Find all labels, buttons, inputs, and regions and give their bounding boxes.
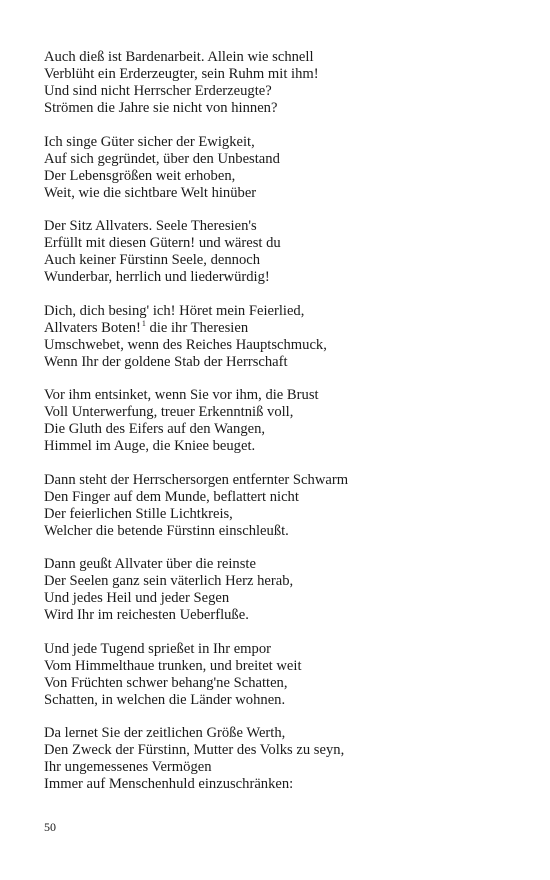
poem-line-text: Voll Unterwerfung, treuer Erkenntniß voll, [44,404,294,420]
poem-line-text: Der Lebensgrößen weit erhoben, [44,167,236,184]
poem-line [44,337,514,354]
poem-line-text: Strömen die Jahre sie nicht von hinnen? [44,100,278,116]
poem-line [44,49,514,66]
poem-line-text: Von Früchten schwer behang'ne Schatten, [44,674,288,691]
poem-line-text: Vor ihm entsinket, wenn Sie vor ihm, die Brust [44,387,319,403]
stanza [44,472,514,540]
poem-line [44,168,514,185]
poem-line [44,404,514,421]
poem-line [44,523,514,540]
poem-line [44,506,514,523]
poem-line-text: Himmel im Auge, die Kniee beuget. [44,438,256,454]
poem-line [44,83,514,100]
poem-line-text: Immer auf Menschenhuld einzuschränken: [44,776,294,792]
poem-line [44,185,514,202]
poem-line-text: Der feierlichen Stille Lichtkreis, [44,505,233,522]
poem-line-text: Der Sitz Allvaters. Seele Theresien's [44,218,257,234]
poem-line [44,421,514,438]
poem-line [44,134,514,151]
poem-line [44,387,514,404]
poem-line-text: Und jede Tugend sprießet in Ihr empor [44,640,271,657]
poem-line-text: Ich singe Güter sicher der Ewigkeit, [44,133,255,150]
poem-line [44,66,514,83]
poem-line [44,269,514,286]
poem-line [44,759,514,776]
poem-body [44,49,514,810]
poem-line-text: Der Seelen ganz sein väterlich Herz herab, [44,573,294,589]
poem-line [44,776,514,793]
poem-line-text: Welcher die betende Fürstinn einschleußt. [44,522,289,539]
poem-line [44,151,514,168]
poem-line-text: Dann steht der Herrschersorgen entfernter Schwarm [44,471,349,488]
poem-line-text: Allvaters Boten! [44,319,141,336]
poem-line [44,303,514,320]
stanza [44,303,514,371]
stanza [44,641,514,709]
poem-line-text: Vom Himmelthaue trunken, und breitet weit [44,657,302,674]
poem-line-text: Den Finger auf dem Munde, beflattert nicht [44,488,299,505]
stanza [44,49,514,117]
poem-line-text: Dich, dich besing' ich! Höret mein Feierlied, [44,302,305,319]
poem-line-text: Schatten, in welchen die Länder wohnen. [44,691,286,708]
poem-line-text: Verblüht ein Erderzeugter, sein Ruhm mit ihm! [44,66,319,82]
poem-line-text: Auf sich gegründet, über den Unbestand [44,150,280,167]
stanza [44,387,514,455]
stanza [44,134,514,202]
poem-line-text: Wenn Ihr der goldene Stab der Herrschaft [44,353,288,370]
poem-line-text-continued: die ihr Theresien [145,319,249,336]
poem-line-text: Die Gluth des Eifers auf den Wangen, [44,421,266,437]
poem-line-text: Wird Ihr im reichesten Ueberfluße. [44,607,249,623]
poem-line [44,218,514,235]
page-number: 50 [44,820,56,834]
poem-line [44,472,514,489]
poem-line [44,607,514,624]
poem-line [44,590,514,607]
poem-line [44,252,514,269]
poem-line [44,489,514,506]
poem-line [44,100,514,117]
poem-line-text: Da lernet Sie der zeitlichen Größe Werth, [44,725,286,741]
poem-line [44,675,514,692]
poem-line-text: Weit, wie die sichtbare Welt hinüber [44,184,257,201]
poem-line [44,725,514,742]
stanza [44,725,514,793]
poem-line-text: Ihr ungemessenes Vermögen [44,759,212,775]
poem-line [44,320,514,337]
footnote-marker: 1 [141,318,146,328]
poem-line [44,354,514,371]
poem-line-text: Wunderbar, herrlich und liederwürdig! [44,269,270,285]
stanza [44,556,514,624]
poem-line-text: Umschwebet, wenn des Reiches Hauptschmuck, [44,336,327,353]
poem-line [44,573,514,590]
poem-line-text: Den Zweck der Fürstinn, Mutter des Volks zu seyn, [44,742,345,758]
poem-line [44,235,514,252]
poem-line-text: Und sind nicht Herrscher Erderzeugte? [44,83,272,99]
poem-line [44,438,514,455]
poem-line [44,692,514,709]
stanza [44,218,514,286]
poem-line-text: Dann geußt Allvater über die reinste [44,556,256,572]
poem-line [44,641,514,658]
poem-line-text: Auch dieß ist Bardenarbeit. Allein wie schnell [44,49,314,65]
poem-line-text: Erfüllt mit diesen Gütern! und wärest du [44,235,281,251]
poem-line-text: Und jedes Heil und jeder Segen [44,590,230,606]
poem-line [44,658,514,675]
poem-line-text: Auch keiner Fürstinn Seele, dennoch [44,252,261,268]
poem-line [44,742,514,759]
poem-line [44,556,514,573]
